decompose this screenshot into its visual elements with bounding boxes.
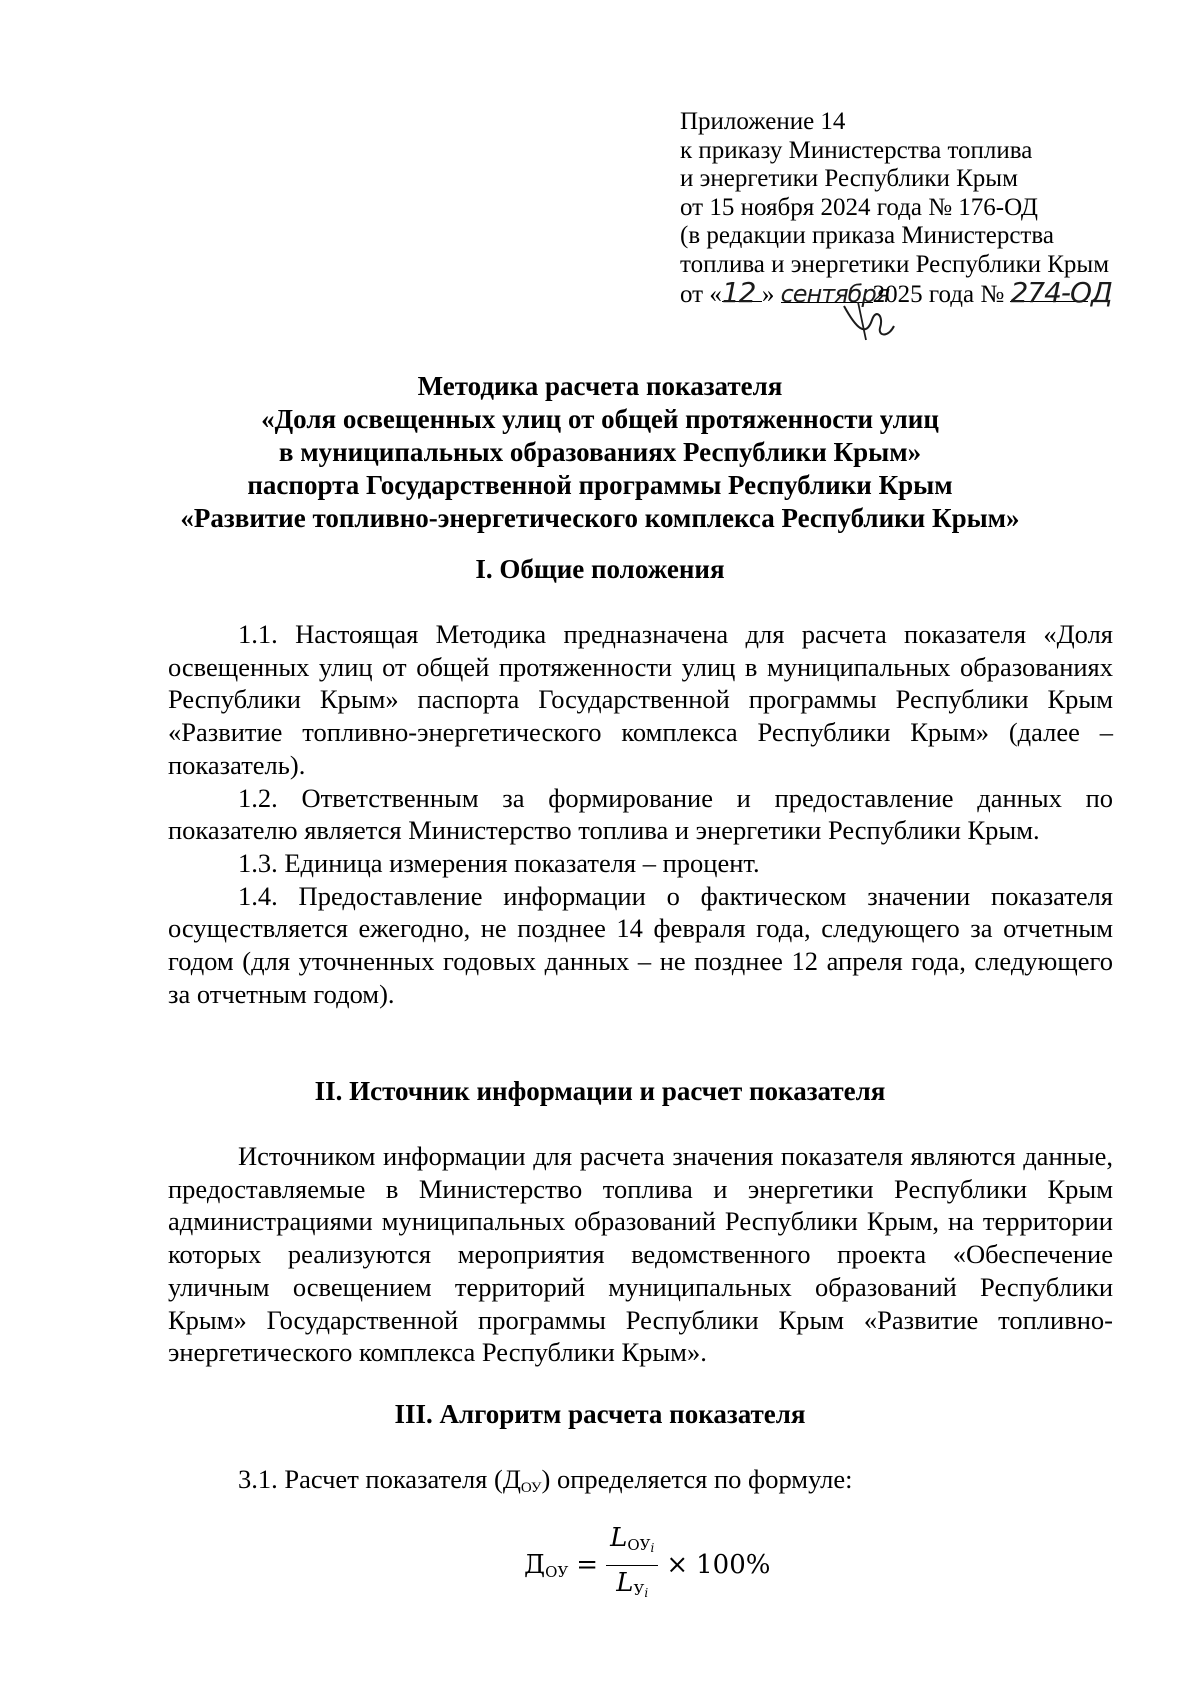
paragraph-3-1-after: ) определяется по формуле: [541,1464,853,1494]
formula-times: × [666,1550,689,1580]
formula-lhs [524,1550,568,1581]
paragraph-3-1-before: 3.1. Расчет показателя (Д [238,1464,521,1494]
date-prefix: от « [680,281,722,308]
handwritten-day [721,276,762,309]
formula-equals: = [576,1550,599,1580]
formula-den-symbol: L [616,1567,634,1598]
paragraph-3-1 [168,1463,1113,1505]
handwritten-number [1010,276,1112,309]
appendix-reference [680,108,1140,310]
formula-lhs-symbol: Д [524,1549,546,1580]
appendix-line-2: к приказу Министерства топлива [680,136,1033,164]
formula-fraction [606,1521,658,1610]
title-line-4: паспорта Государственной программы Республики Крым [247,470,953,500]
appendix-line-7 [680,276,1140,310]
formula [524,1520,770,1610]
title-line-3: в муниципальных образованиях Республики Крым» [278,437,922,467]
appendix-line-3: и энергетики Республики Крым [680,165,1018,192]
paragraph-1-1: 1.1. Настоящая Методика предназначена для расчета показателя «Доля освещенных улиц от общей протяженности улиц в муниципальных образованиях Республики Крым» паспорта Государственной программы Республики Крым «Развитие топливно-энергетического комплекса Республики Крым» (далее – показатель). [168,619,1113,780]
formula-den-sub: У [633,1580,645,1599]
formula-num-sub: ОУ [627,1535,651,1554]
handwritten-month-text: сентября [780,280,890,308]
section-1-body [168,618,1113,1010]
title-line-1: Методика расчета показателя [417,371,783,401]
paragraph-1-2: 1.2. Ответственным за формирование и предоставление данных по показателю является Министерство топлива и энергетики Республики Крым. [168,782,1113,846]
signature-mark [838,298,898,342]
handwritten-day-text: 12 [721,276,756,309]
title-line-5: «Развитие топливно-энергетического комплекса Республики Крым» [180,503,1020,533]
formula-numerator [606,1521,658,1565]
section-1-heading: I. Общие положения [475,554,725,584]
appendix-line-4: от 15 ноября 2024 года № 176-ОД [680,193,1038,221]
document-title [100,370,1100,535]
paragraph-2-1: Источником информации для расчета значения показателя являются данные, предоставляемые в Министерство топлива и энергетики Республики Крым администрациями муниципальных образований Республики Крым, на территории которых реализуются мероприятия ведомственного проекта «Обеспечение уличным освещением территорий муниципальных образований Республики Крым» Государственной программы Республики Крым «Развитие топливно-энергетического комплекса Республики Крым». [168,1141,1113,1368]
paragraph-3-1-sub: ОУ [520,1480,542,1496]
title-line-2: «Доля освещенных улиц от общей протяженности улиц [261,404,939,434]
appendix-line-5: (в редакции приказа Министерства [680,222,1054,249]
formula-num-symbol: L [610,1522,628,1553]
section-2-body [168,1140,1113,1369]
paragraph-1-3: 1.3. Единица измерения показателя – процент. [238,847,760,878]
date-year: 2025 года № [872,281,1005,308]
formula-denominator [612,1566,652,1610]
formula-den-subsub: i [644,1585,649,1600]
handwritten-number-text: 274-ОД [1010,276,1112,309]
section-2-heading: II. Источник информации и расчет показателя [314,1076,886,1106]
formula-num-subsub: i [650,1540,655,1555]
section-3-body [168,1463,1113,1505]
section-3-heading: III. Алгоритм расчета показателя [394,1399,806,1429]
appendix-line-6: топлива и энергетики Республики Крым [680,250,1110,278]
appendix-line-1: Приложение 14 [680,108,846,135]
formula-lhs-sub: ОУ [545,1562,569,1581]
date-mid: » [761,281,775,308]
paragraph-1-4: 1.4. Предоставление информации о фактическом значении показателя осуществляется ежегодно, не позднее 14 февраля года, следующего за отчетным годом (для уточненных годовых данных – не позднее 12 апреля года, следующего за отчетным годом). [168,880,1113,1009]
formula-percent: 100% [696,1550,771,1580]
